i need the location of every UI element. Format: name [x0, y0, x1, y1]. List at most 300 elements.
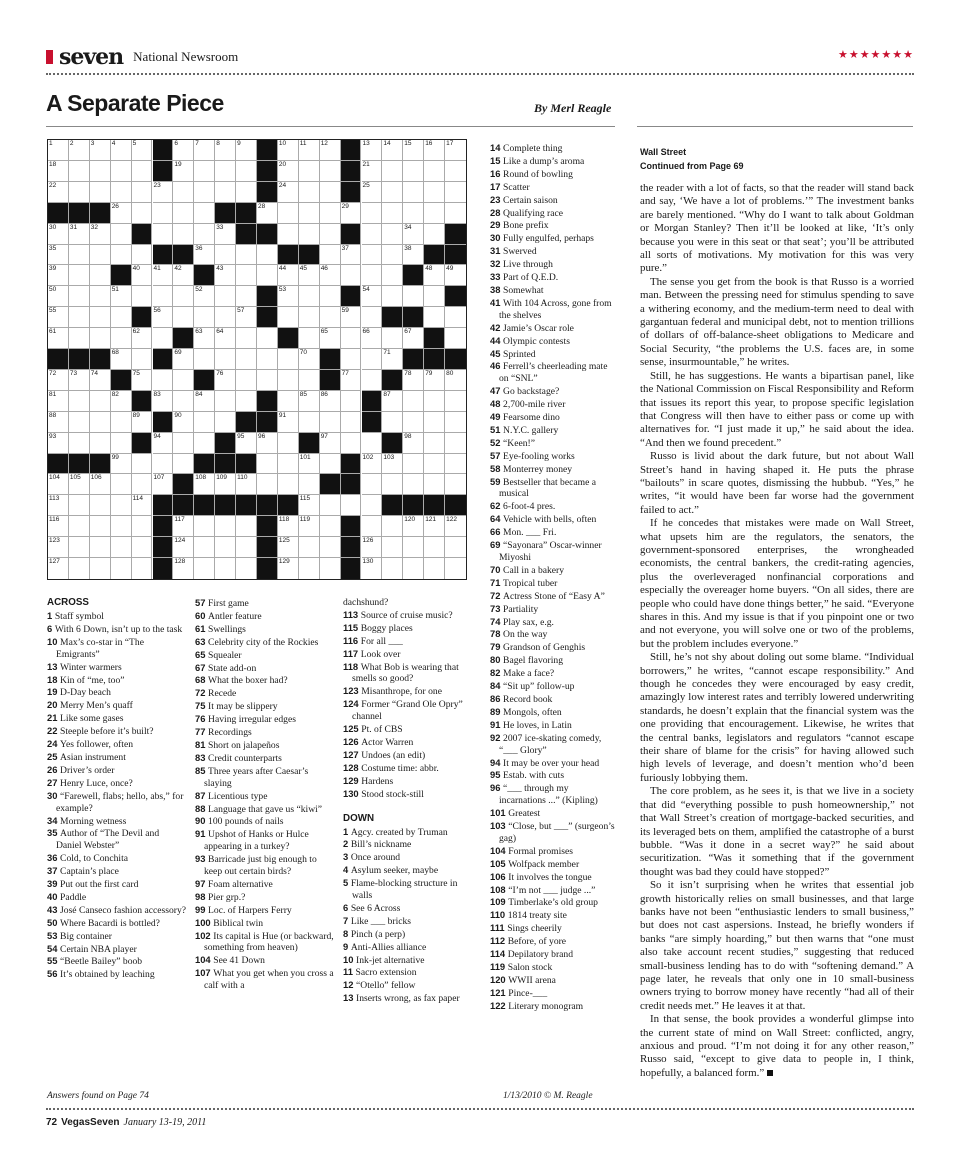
grid-cell[interactable] [341, 265, 362, 286]
grid-cell[interactable] [299, 558, 320, 579]
grid-cell[interactable] [320, 182, 341, 203]
grid-cell[interactable] [278, 454, 299, 475]
grid-cell[interactable] [424, 224, 445, 245]
grid-cell[interactable] [362, 265, 383, 286]
grid-cell[interactable] [257, 454, 278, 475]
grid-cell[interactable] [90, 433, 111, 454]
grid-cell[interactable] [341, 328, 362, 349]
grid-cell[interactable] [382, 412, 403, 433]
grid-cell[interactable] [299, 454, 320, 475]
grid-cell[interactable] [341, 203, 362, 224]
grid-cell[interactable] [403, 203, 424, 224]
grid-cell[interactable] [194, 412, 215, 433]
grid-cell[interactable] [320, 537, 341, 558]
grid-cell[interactable] [48, 286, 69, 307]
grid-cell[interactable] [362, 161, 383, 182]
grid-cell[interactable] [90, 182, 111, 203]
grid-cell[interactable] [111, 495, 132, 516]
grid-cell[interactable] [111, 537, 132, 558]
grid-cell[interactable] [362, 558, 383, 579]
grid-cell[interactable] [236, 349, 257, 370]
grid-cell[interactable] [111, 224, 132, 245]
grid-cell[interactable] [132, 286, 153, 307]
grid-cell[interactable] [341, 495, 362, 516]
grid-cell[interactable] [403, 245, 424, 266]
grid-cell[interactable] [445, 140, 466, 161]
grid-cell[interactable] [236, 328, 257, 349]
grid-cell[interactable] [132, 349, 153, 370]
grid-cell[interactable] [153, 370, 174, 391]
grid-cell[interactable] [382, 161, 403, 182]
grid-cell[interactable] [320, 265, 341, 286]
grid-cell[interactable] [236, 140, 257, 161]
grid-cell[interactable] [111, 307, 132, 328]
grid-cell[interactable] [299, 307, 320, 328]
grid-cell[interactable] [153, 203, 174, 224]
grid-cell[interactable] [341, 391, 362, 412]
grid-cell[interactable] [382, 558, 403, 579]
grid-cell[interactable] [445, 454, 466, 475]
grid-cell[interactable] [215, 182, 236, 203]
grid-cell[interactable] [445, 433, 466, 454]
grid-cell[interactable] [424, 391, 445, 412]
grid-cell[interactable] [445, 161, 466, 182]
grid-cell[interactable] [194, 224, 215, 245]
grid-cell[interactable] [69, 307, 90, 328]
grid-cell[interactable] [132, 454, 153, 475]
grid-cell[interactable] [111, 328, 132, 349]
grid-cell[interactable] [403, 328, 424, 349]
grid-cell[interactable] [111, 182, 132, 203]
grid-cell[interactable] [132, 328, 153, 349]
grid-cell[interactable] [48, 433, 69, 454]
grid-cell[interactable] [173, 286, 194, 307]
grid-cell[interactable] [153, 391, 174, 412]
grid-cell[interactable] [299, 203, 320, 224]
grid-cell[interactable] [111, 203, 132, 224]
grid-cell[interactable] [111, 391, 132, 412]
grid-cell[interactable] [403, 182, 424, 203]
grid-cell[interactable] [257, 328, 278, 349]
grid-cell[interactable] [382, 245, 403, 266]
grid-cell[interactable] [194, 391, 215, 412]
grid-cell[interactable] [424, 433, 445, 454]
grid-cell[interactable] [362, 516, 383, 537]
grid-cell[interactable] [236, 537, 257, 558]
grid-cell[interactable] [362, 454, 383, 475]
grid-cell[interactable] [278, 370, 299, 391]
grid-cell[interactable] [194, 558, 215, 579]
grid-cell[interactable] [194, 245, 215, 266]
grid-cell[interactable] [173, 307, 194, 328]
grid-cell[interactable] [341, 412, 362, 433]
grid-cell[interactable] [173, 454, 194, 475]
grid-cell[interactable] [215, 265, 236, 286]
grid-cell[interactable] [173, 349, 194, 370]
grid-cell[interactable] [236, 286, 257, 307]
grid-cell[interactable] [48, 474, 69, 495]
grid-cell[interactable] [445, 265, 466, 286]
grid-cell[interactable] [320, 433, 341, 454]
grid-cell[interactable] [299, 182, 320, 203]
grid-cell[interactable] [48, 307, 69, 328]
grid-cell[interactable] [362, 537, 383, 558]
grid-cell[interactable] [90, 558, 111, 579]
grid-cell[interactable] [403, 412, 424, 433]
grid-cell[interactable] [382, 203, 403, 224]
grid-cell[interactable] [236, 433, 257, 454]
grid-cell[interactable] [90, 537, 111, 558]
grid-cell[interactable] [403, 161, 424, 182]
grid-cell[interactable] [153, 286, 174, 307]
grid-cell[interactable] [362, 349, 383, 370]
grid-cell[interactable] [69, 370, 90, 391]
grid-cell[interactable] [69, 391, 90, 412]
grid-cell[interactable] [173, 224, 194, 245]
grid-cell[interactable] [362, 182, 383, 203]
grid-cell[interactable] [299, 412, 320, 433]
grid-cell[interactable] [382, 182, 403, 203]
grid-cell[interactable] [362, 328, 383, 349]
grid-cell[interactable] [445, 328, 466, 349]
grid-cell[interactable] [236, 474, 257, 495]
grid-cell[interactable] [153, 474, 174, 495]
grid-cell[interactable] [90, 495, 111, 516]
grid-cell[interactable] [215, 516, 236, 537]
grid-cell[interactable] [173, 391, 194, 412]
grid-cell[interactable] [69, 182, 90, 203]
grid-cell[interactable] [111, 349, 132, 370]
grid-cell[interactable] [69, 140, 90, 161]
grid-cell[interactable] [90, 516, 111, 537]
grid-cell[interactable] [48, 224, 69, 245]
grid-cell[interactable] [132, 370, 153, 391]
grid-cell[interactable] [90, 161, 111, 182]
grid-cell[interactable] [299, 286, 320, 307]
grid-cell[interactable] [424, 140, 445, 161]
grid-cell[interactable] [215, 537, 236, 558]
grid-cell[interactable] [403, 370, 424, 391]
grid-cell[interactable] [382, 286, 403, 307]
grid-cell[interactable] [215, 307, 236, 328]
grid-cell[interactable] [445, 391, 466, 412]
grid-cell[interactable] [278, 537, 299, 558]
grid-cell[interactable] [278, 391, 299, 412]
grid-cell[interactable] [111, 161, 132, 182]
grid-cell[interactable] [320, 558, 341, 579]
grid-cell[interactable] [153, 328, 174, 349]
grid-cell[interactable] [445, 558, 466, 579]
grid-cell[interactable] [320, 412, 341, 433]
grid-cell[interactable] [278, 516, 299, 537]
grid-cell[interactable] [236, 391, 257, 412]
grid-cell[interactable] [69, 161, 90, 182]
grid-cell[interactable] [403, 140, 424, 161]
grid-cell[interactable] [153, 454, 174, 475]
grid-cell[interactable] [111, 286, 132, 307]
grid-cell[interactable] [215, 245, 236, 266]
grid-cell[interactable] [194, 307, 215, 328]
grid-cell[interactable] [48, 161, 69, 182]
grid-cell[interactable] [362, 286, 383, 307]
grid-cell[interactable] [90, 286, 111, 307]
grid-cell[interactable] [69, 286, 90, 307]
grid-cell[interactable] [362, 433, 383, 454]
grid-cell[interactable] [278, 412, 299, 433]
grid-cell[interactable] [320, 161, 341, 182]
grid-cell[interactable] [278, 474, 299, 495]
grid-cell[interactable] [153, 307, 174, 328]
grid-cell[interactable] [320, 307, 341, 328]
grid-cell[interactable] [403, 433, 424, 454]
grid-cell[interactable] [236, 161, 257, 182]
grid-cell[interactable] [153, 265, 174, 286]
grid-cell[interactable] [257, 203, 278, 224]
grid-cell[interactable] [132, 182, 153, 203]
grid-cell[interactable] [173, 140, 194, 161]
grid-cell[interactable] [278, 140, 299, 161]
grid-cell[interactable] [299, 349, 320, 370]
grid-cell[interactable] [278, 265, 299, 286]
grid-cell[interactable] [362, 224, 383, 245]
grid-cell[interactable] [424, 203, 445, 224]
grid-cell[interactable] [194, 140, 215, 161]
grid-cell[interactable] [424, 454, 445, 475]
grid-cell[interactable] [257, 349, 278, 370]
grid-cell[interactable] [424, 412, 445, 433]
grid-cell[interactable] [173, 537, 194, 558]
grid-cell[interactable] [111, 140, 132, 161]
grid-cell[interactable] [194, 286, 215, 307]
grid-cell[interactable] [48, 140, 69, 161]
grid-cell[interactable] [445, 182, 466, 203]
grid-cell[interactable] [320, 203, 341, 224]
grid-cell[interactable] [90, 140, 111, 161]
grid-cell[interactable] [236, 265, 257, 286]
grid-cell[interactable] [320, 140, 341, 161]
grid-cell[interactable] [90, 474, 111, 495]
grid-cell[interactable] [299, 328, 320, 349]
grid-cell[interactable] [382, 224, 403, 245]
grid-cell[interactable] [215, 328, 236, 349]
grid-cell[interactable] [194, 474, 215, 495]
grid-cell[interactable] [215, 558, 236, 579]
grid-cell[interactable] [424, 558, 445, 579]
grid-cell[interactable] [299, 161, 320, 182]
grid-cell[interactable] [48, 537, 69, 558]
grid-cell[interactable] [299, 224, 320, 245]
grid-cell[interactable] [278, 558, 299, 579]
grid-cell[interactable] [215, 474, 236, 495]
grid-cell[interactable] [69, 328, 90, 349]
grid-cell[interactable] [173, 182, 194, 203]
grid-cell[interactable] [424, 474, 445, 495]
grid-cell[interactable] [299, 265, 320, 286]
grid-cell[interactable] [445, 307, 466, 328]
grid-cell[interactable] [236, 370, 257, 391]
grid-cell[interactable] [257, 433, 278, 454]
grid-cell[interactable] [445, 370, 466, 391]
grid-cell[interactable] [278, 286, 299, 307]
grid-cell[interactable] [194, 433, 215, 454]
grid-cell[interactable] [341, 245, 362, 266]
grid-cell[interactable] [445, 203, 466, 224]
grid-cell[interactable] [132, 558, 153, 579]
grid-cell[interactable] [278, 161, 299, 182]
grid-cell[interactable] [362, 203, 383, 224]
grid-cell[interactable] [382, 454, 403, 475]
grid-cell[interactable] [299, 370, 320, 391]
grid-cell[interactable] [194, 328, 215, 349]
grid-cell[interactable] [48, 412, 69, 433]
grid-cell[interactable] [132, 161, 153, 182]
grid-cell[interactable] [90, 328, 111, 349]
grid-cell[interactable] [424, 161, 445, 182]
grid-cell[interactable] [194, 203, 215, 224]
grid-cell[interactable] [424, 182, 445, 203]
grid-cell[interactable] [90, 265, 111, 286]
grid-cell[interactable] [236, 182, 257, 203]
grid-cell[interactable] [341, 349, 362, 370]
grid-cell[interactable] [424, 307, 445, 328]
grid-cell[interactable] [403, 454, 424, 475]
grid-cell[interactable] [362, 245, 383, 266]
grid-cell[interactable] [173, 203, 194, 224]
grid-cell[interactable] [403, 391, 424, 412]
grid-cell[interactable] [299, 391, 320, 412]
grid-cell[interactable] [278, 307, 299, 328]
grid-cell[interactable] [194, 182, 215, 203]
grid-cell[interactable] [69, 516, 90, 537]
grid-cell[interactable] [173, 265, 194, 286]
grid-cell[interactable] [132, 203, 153, 224]
grid-cell[interactable] [173, 370, 194, 391]
grid-cell[interactable] [299, 474, 320, 495]
grid-cell[interactable] [424, 537, 445, 558]
grid-cell[interactable] [215, 391, 236, 412]
grid-cell[interactable] [215, 140, 236, 161]
grid-cell[interactable] [194, 349, 215, 370]
grid-cell[interactable] [48, 391, 69, 412]
grid-cell[interactable] [445, 516, 466, 537]
grid-cell[interactable] [445, 412, 466, 433]
grid-cell[interactable] [215, 412, 236, 433]
grid-cell[interactable] [132, 474, 153, 495]
grid-cell[interactable] [153, 433, 174, 454]
grid-cell[interactable] [111, 245, 132, 266]
grid-cell[interactable] [69, 412, 90, 433]
grid-cell[interactable] [320, 245, 341, 266]
grid-cell[interactable] [48, 516, 69, 537]
grid-cell[interactable] [111, 454, 132, 475]
grid-cell[interactable] [382, 265, 403, 286]
grid-cell[interactable] [173, 516, 194, 537]
grid-cell[interactable] [215, 161, 236, 182]
grid-cell[interactable] [69, 224, 90, 245]
grid-cell[interactable] [278, 182, 299, 203]
grid-cell[interactable] [424, 370, 445, 391]
grid-cell[interactable] [362, 474, 383, 495]
grid-cell[interactable] [48, 328, 69, 349]
grid-cell[interactable] [69, 265, 90, 286]
grid-cell[interactable] [111, 558, 132, 579]
grid-cell[interactable] [257, 474, 278, 495]
grid-cell[interactable] [90, 307, 111, 328]
grid-cell[interactable] [424, 516, 445, 537]
grid-cell[interactable] [69, 245, 90, 266]
grid-cell[interactable] [215, 224, 236, 245]
grid-cell[interactable] [48, 495, 69, 516]
grid-cell[interactable] [320, 224, 341, 245]
grid-cell[interactable] [257, 245, 278, 266]
grid-cell[interactable] [90, 370, 111, 391]
grid-cell[interactable] [362, 140, 383, 161]
grid-cell[interactable] [382, 140, 403, 161]
grid-cell[interactable] [278, 349, 299, 370]
grid-cell[interactable] [403, 474, 424, 495]
grid-cell[interactable] [132, 265, 153, 286]
grid-cell[interactable] [299, 495, 320, 516]
grid-cell[interactable] [69, 495, 90, 516]
grid-cell[interactable] [236, 516, 257, 537]
grid-cell[interactable] [299, 537, 320, 558]
grid-cell[interactable] [257, 370, 278, 391]
grid-cell[interactable] [194, 161, 215, 182]
grid-cell[interactable] [382, 537, 403, 558]
grid-cell[interactable] [362, 495, 383, 516]
grid-cell[interactable] [173, 412, 194, 433]
grid-cell[interactable] [362, 307, 383, 328]
grid-cell[interactable] [90, 245, 111, 266]
grid-cell[interactable] [153, 224, 174, 245]
grid-cell[interactable] [382, 391, 403, 412]
grid-cell[interactable] [69, 558, 90, 579]
grid-cell[interactable] [320, 495, 341, 516]
grid-cell[interactable] [215, 349, 236, 370]
grid-cell[interactable] [403, 537, 424, 558]
grid-cell[interactable] [111, 433, 132, 454]
grid-cell[interactable] [320, 328, 341, 349]
grid-cell[interactable] [278, 433, 299, 454]
grid-cell[interactable] [236, 558, 257, 579]
grid-cell[interactable] [236, 245, 257, 266]
grid-cell[interactable] [132, 495, 153, 516]
grid-cell[interactable] [445, 537, 466, 558]
grid-cell[interactable] [278, 224, 299, 245]
grid-cell[interactable] [278, 203, 299, 224]
grid-cell[interactable] [236, 307, 257, 328]
grid-cell[interactable] [403, 516, 424, 537]
grid-cell[interactable] [382, 328, 403, 349]
grid-cell[interactable] [341, 370, 362, 391]
grid-cell[interactable] [132, 412, 153, 433]
grid-cell[interactable] [382, 516, 403, 537]
grid-cell[interactable] [403, 224, 424, 245]
grid-cell[interactable] [132, 140, 153, 161]
grid-cell[interactable] [445, 474, 466, 495]
grid-cell[interactable] [90, 412, 111, 433]
grid-cell[interactable] [111, 516, 132, 537]
grid-cell[interactable] [111, 412, 132, 433]
grid-cell[interactable] [424, 286, 445, 307]
grid-cell[interactable] [194, 537, 215, 558]
grid-cell[interactable] [194, 516, 215, 537]
grid-cell[interactable] [257, 265, 278, 286]
grid-cell[interactable] [299, 140, 320, 161]
grid-cell[interactable] [320, 516, 341, 537]
grid-cell[interactable] [403, 286, 424, 307]
grid-cell[interactable] [69, 474, 90, 495]
